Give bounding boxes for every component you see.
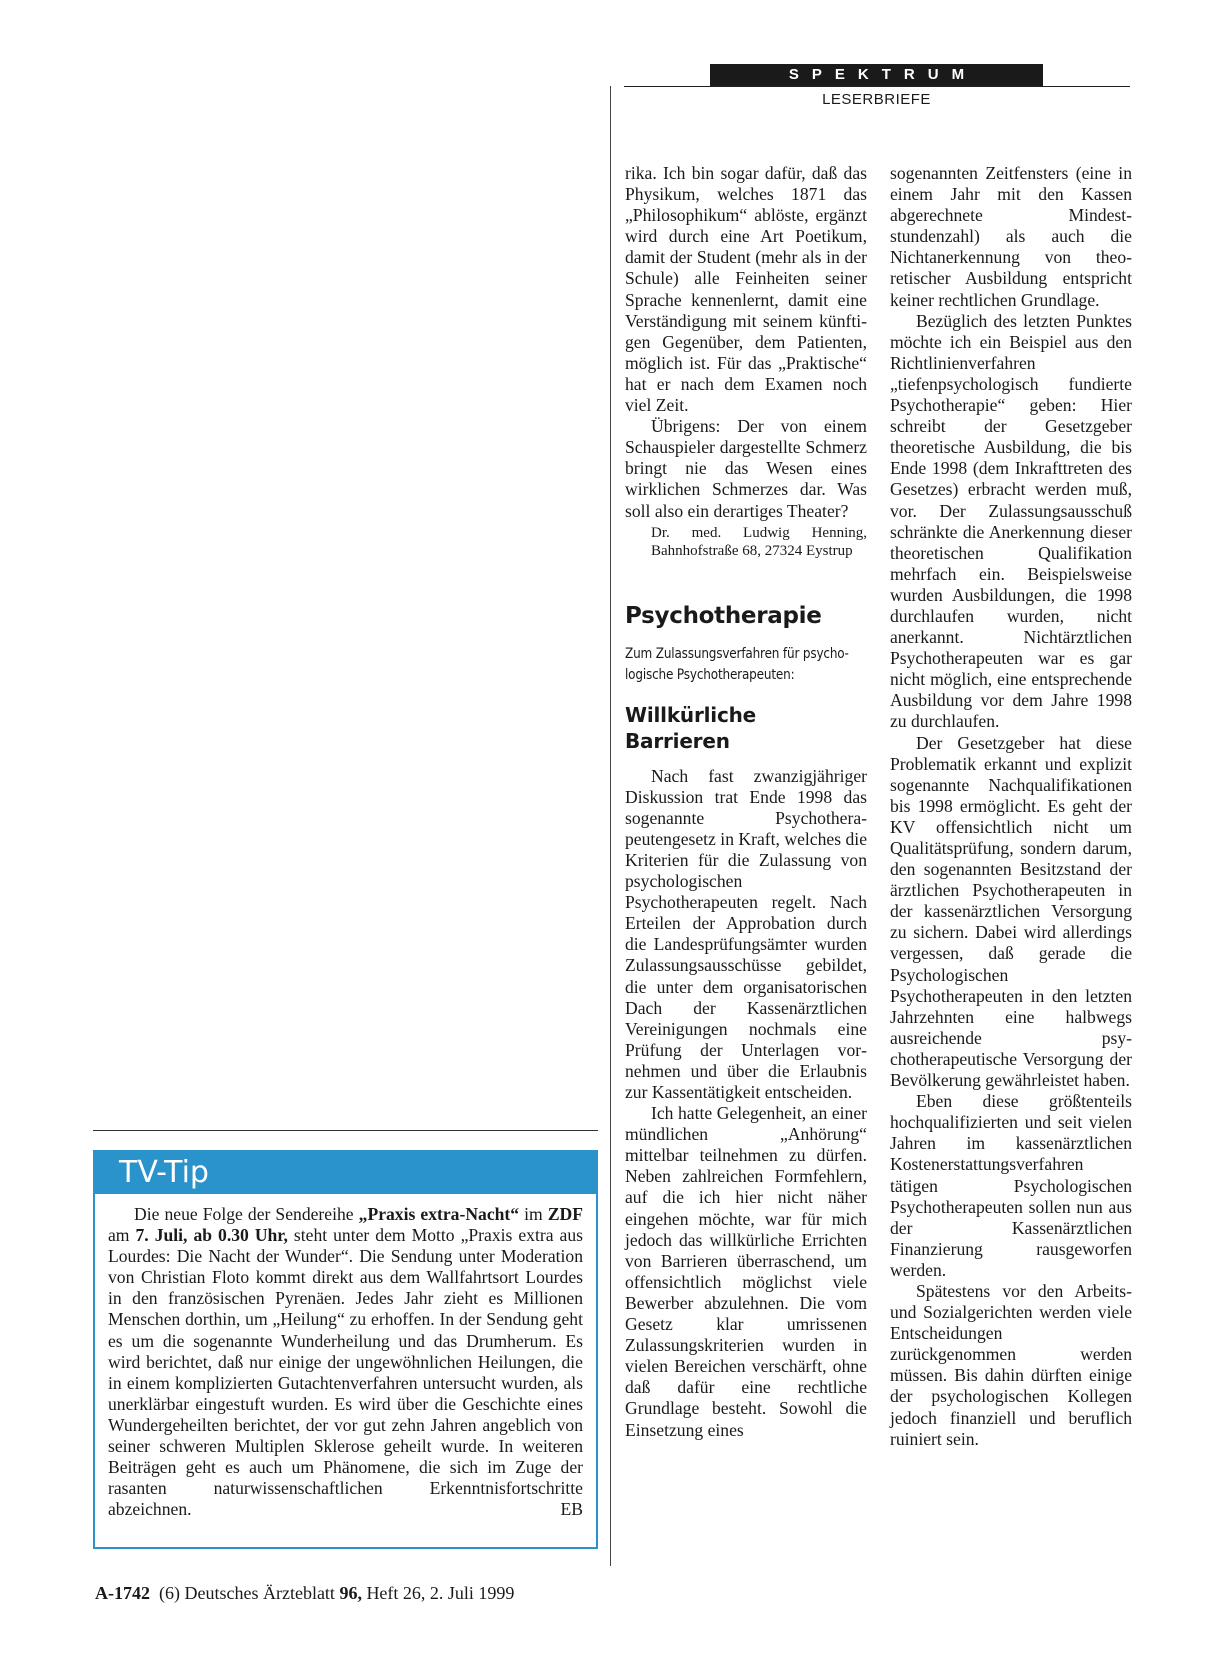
tv-tip-text-run: steht unter dem Motto „Praxis extra aus Lourdes: Die Nacht der Wunder“. Die Sendung unter Moderation von Christian Floto kommt direkt aus dem Wallfahrtsort Lourdes in den französischen Pyrenäen. Jedes Jahr zieht es Millionen Menschen dorthin, um „Heilung“ zu erhoffen. In der Sendung geht es um die sogenannte Wunderheilung und das Drumherum. Es wird berichtet, daß nur einige der ungewöhnlichen Heilungen, die in einem komplizierten Gutachtenverfahren untersucht wurden, als unerklärbar eingestuft wurden. Es wird über die Geschichte eines Wundergeheilten berichtet, der vor gut zehn Jahren angeblich von seiner schweren Multiplen Sklerose geheilt wurde. In weiteren Beiträgen geht es auch um Phänomene, die sich im Zuge der rasanten naturwissenschaftlichen Erkenntnisfortschritte abzeichnen.	[108, 1225, 583, 1520]
tv-tip-box	[93, 1150, 598, 1549]
letter2-paragraph: Spätestens vor den Arbeits- und Sozialgerichten werden viele Entscheidungen zurückgenommen werden müssen. Bis dahin dürften einige der psychologischen Kollegen jedoch finanziell und beruflich ruiniert sein.	[890, 1280, 1132, 1449]
page-number: A-1742	[95, 1583, 150, 1603]
tv-tip-text-run: Die neue Folge der Sendereihe	[134, 1204, 359, 1224]
section-heading: Psychotherapie	[625, 602, 822, 629]
tv-tip-signature: EB	[560, 1499, 583, 1520]
letter2-paragraph: Der Gesetzgeber hat diese Problematik erkannt und explizit sogenannte Nachqualifikationen bis 1998 ermöglicht. Es geht der KV offensichtlich nicht um Qualitätsprüfung, sondern darum, den sogenannten Besitzstand der ärztlichen Psychotherapeuten in der kassenärztlichen Versorgung zu sichern. Dabei wird allerdings vergessen, daß gerade die Psychologischen Psychotherapeuten in den letzten Jahrzehnten eine halbwegs ausreichende psychotherapeutische Versorgung der Bevölkerung gewährleistet haben.	[890, 732, 1132, 1091]
page-footer	[95, 1583, 514, 1604]
tv-tip-channel: ZDF	[547, 1204, 583, 1224]
letter2-headline: Willkürliche Barrieren	[625, 702, 756, 753]
subsection-label: LESERBRIEFE	[822, 91, 931, 108]
footer-journal: (6) Deutsches Ärzteblatt	[159, 1583, 340, 1603]
letter1-signature: Dr. med. Ludwig Henning, Bahnhofstraße 68, 27324 Eystrup	[651, 524, 867, 559]
text-column-right	[890, 163, 1132, 1450]
letter1-paragraph: rika. Ich bin sogar dafür, daß das Physikum, welches 1871 das „Philosophikum“ ablöste, ergänzt wird durch eine Art Poetikum, damit der Student (mehr als in der Schule) alle Feinheiten seiner Sprache kennenlernt, damit eine Verständigung mit seinem künftigen Gegenüber, dem Patienten, möglich ist. Für das „Praktische“ hat er nach dem Examen noch viel Zeit.	[625, 163, 867, 416]
footer-issue: Heft 26, 2. Juli 1999	[361, 1583, 515, 1603]
letter2-paragraph: Eben diese größtenteils hochqualifizierten und seit vielen Jahren im kassenärztlichen Kostenerstattungsverfahren tätigen Psychologischen Psychotherapeuten sollen nun aus der Kassenärztlichen Finanzierung rausgeworfen werden.	[890, 1091, 1132, 1280]
section-header-band	[710, 64, 1043, 86]
letter2-paragraph: Bezüglich des letzten Punktes möchte ich ein Beispiel aus den Richtlinienverfahren „tiefenpsychologisch fundierte Psychotherapie“ geben: Hier schreibt der Gesetzgeber theoretische Ausbildung, die bis Ende 1998 (dem Inkrafttreten des Gesetzes) erbracht werden muß, vor. Der Zulassungsausschuß schränkte die Anerkennung dieser theoretischen Qualifikation mehrfach ein. Beispielsweise wurden Ausbildungen, die 1998 durchlaufen wurden, nicht anerkannt. Nichtärztlichen Psychotherapeuten war es gar nicht möglich, eine entsprechende Ausbildung vor dem Jahre 1998 zu durchlaufen.	[890, 310, 1132, 732]
letter2-paragraph: Ich hatte Gelegenheit, an einer mündlichen „Anhörung“ mittelbar teilnehmen zu dürfen. Neben zahlreichen Formfehlern, auf die ich hier nicht näher eingehen möchte, war für mich jedoch das willkürliche Errichten von Barrieren überraschend, um offensichtlich möglichst viele Bewerber abzulehnen. Die vom Gesetz klar umrissenen Zulassungskriterien wurden in vielen Bereichen verschärft, ohne daß dafür eine rechtliche Grundlage besteht. Sowohl die Einsetzung eines	[625, 1103, 867, 1440]
tv-tip-text-run: am	[108, 1225, 136, 1246]
tv-tip-airtime: 7. Juli, ab 0.30 Uhr,	[135, 1225, 288, 1246]
section-title-spektrum: SPEKTRUM	[788, 66, 978, 83]
tv-tip-text-run: im	[519, 1204, 548, 1224]
letter1-paragraph: Übrigens: Der von einem Schauspieler dargestellte Schmerz bringt nie das Wesen eines wirklichen Schmerzes dar. Was soll also ein derartiges Theater?	[625, 416, 867, 521]
footer-volume: 96,	[339, 1583, 362, 1603]
text-column-middle	[625, 163, 867, 1441]
column-divider	[610, 86, 611, 1566]
tv-tip-title: TV-Tip	[95, 1152, 596, 1194]
tv-tip-show-name: „Praxis extra-Nacht“	[358, 1204, 520, 1224]
letter2-paragraph: sogenannten Zeitfensters (eine in einem Jahr mit den Kassen abgerechnete Mindeststundenzahl) als auch die Nichtanerkennung von theoretischer Ausbildung entspricht keiner rechtlichen Grundlage.	[890, 163, 1132, 310]
header-rule	[624, 86, 1130, 87]
tv-tip-text	[95, 1194, 596, 1520]
letter2-subtitle: Zum Zulassungsverfahren für psychologische Psychotherapeuten:	[625, 645, 849, 683]
letter2-paragraph: Nach fast zwanzigjähriger Diskussion trat Ende 1998 das sogenannte Psychotherapeutengesetz in Kraft, welches die Kriterien für die Zulassung von psychologischen Psychotherapeuten regelt. Nach Erteilen der Approbation durch die Landesprüfungsämter wurden Zulassungsausschüsse gebildet, die unter dem organisatorischen Dach der Kassenärztlichen Vereinigungen nochmals eine Prüfung der Unterlagen vornehmen und über die Erlaubnis zur Kassentätigkeit entscheiden.	[625, 765, 867, 1102]
box-top-rule	[93, 1130, 598, 1131]
